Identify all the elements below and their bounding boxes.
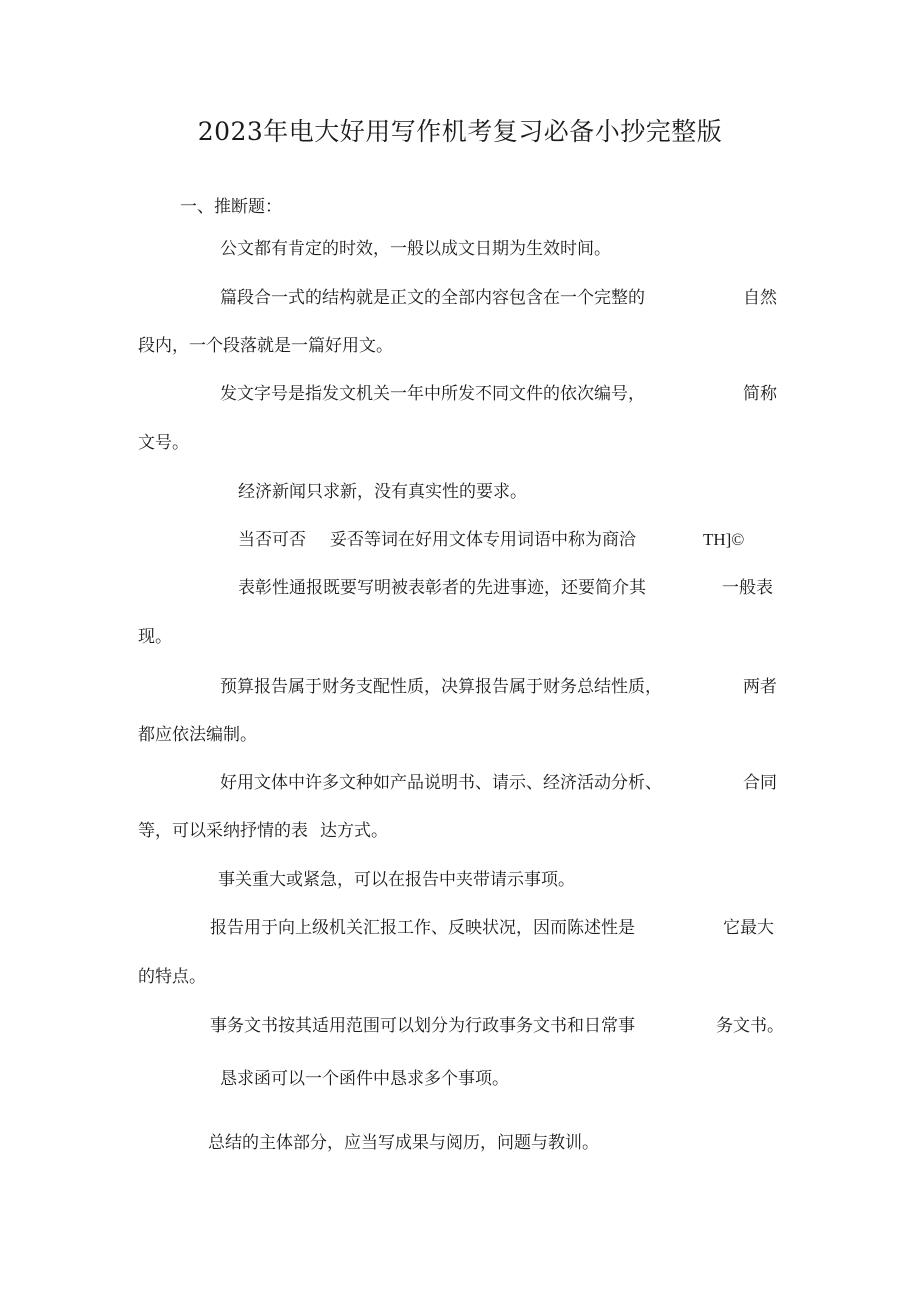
statement-1: 公文都有肯定的时效，一般以成文日期为生效时间。 xyxy=(220,239,611,259)
statement-11-text-a: 事务文书按其适用范围可以划分为行政事务文书和日常事 xyxy=(210,1016,635,1036)
document-title: 2023年电大好用写作机考复习必备小抄完整版 xyxy=(197,117,723,146)
statement-6-line-2: 现。 xyxy=(138,627,172,647)
statement-8-text-b: 合同 xyxy=(743,773,777,793)
statement-8-text-c: 等，可以采纳抒情的表 xyxy=(138,821,308,841)
statement-3-text-b: 简称 xyxy=(743,384,777,404)
statement-2-text-a: 篇段合一式的结构就是正文的全部内容包含在一个完整的 xyxy=(220,288,645,308)
statement-5-text-c: TH]© xyxy=(703,530,745,549)
statement-2-line-2: 段内，一个段落就是一篇好用文。 xyxy=(138,336,393,356)
section-heading: 一、推断题： xyxy=(180,197,282,217)
statement-7-line-2: 都应依法编制。 xyxy=(138,725,257,745)
statement-3-line-1 xyxy=(220,381,777,407)
statement-6-text-b: 一般表 xyxy=(722,578,773,598)
statement-5-text-b: 妥否等词在好用文体专用词语中称为商洽 xyxy=(330,530,636,550)
statement-10-line-2: 的特点。 xyxy=(138,967,206,987)
statement-11-text-b: 务文书。 xyxy=(716,1016,784,1036)
statement-3-text-a: 发文字号是指发文机关一年中所发不同文件的依次编号， xyxy=(220,384,645,404)
statement-6-text-a: 表彰性通报既要写明被表彰者的先进事迹，还要简介其 xyxy=(238,578,646,598)
statement-6-line-1 xyxy=(238,575,773,601)
statement-2-line-1 xyxy=(220,285,777,311)
statement-9: 事关重大或紧急，可以在报告中夹带请示事项。 xyxy=(218,870,575,890)
statement-11 xyxy=(210,1013,784,1039)
statement-8-text-d: 达方式。 xyxy=(320,821,388,841)
statement-8-line-1 xyxy=(220,770,777,796)
statement-4: 经济新闻只求新，没有真实性的要求。 xyxy=(238,482,527,502)
statement-7-text-b: 两者 xyxy=(743,677,777,697)
statement-10-text-a: 报告用于向上级机关汇报工作、反映状况，因而陈述性是 xyxy=(210,918,635,938)
statement-13: 总结的主体部分，应当写成果与阅历，问题与教训。 xyxy=(208,1133,599,1153)
statement-3-line-2: 文号。 xyxy=(138,433,189,453)
statement-7-line-1 xyxy=(220,674,777,700)
statement-8-line-2 xyxy=(138,818,388,844)
statement-12: 恳求函可以一个函件中恳求多个事项。 xyxy=(220,1069,509,1089)
statement-2-text-b: 自然 xyxy=(743,288,777,308)
statement-10-line-1 xyxy=(210,915,774,941)
statement-5-text-a: 当否可否 xyxy=(238,530,306,550)
statement-10-text-b: 它最大 xyxy=(723,918,774,938)
statement-5 xyxy=(238,527,745,553)
statement-7-text-a: 预算报告属于财务支配性质，决算报告属于财务总结性质， xyxy=(220,677,662,697)
statement-8-text-a: 好用文体中许多文种如产品说明书、请示、经济活动分析、 xyxy=(220,773,662,793)
